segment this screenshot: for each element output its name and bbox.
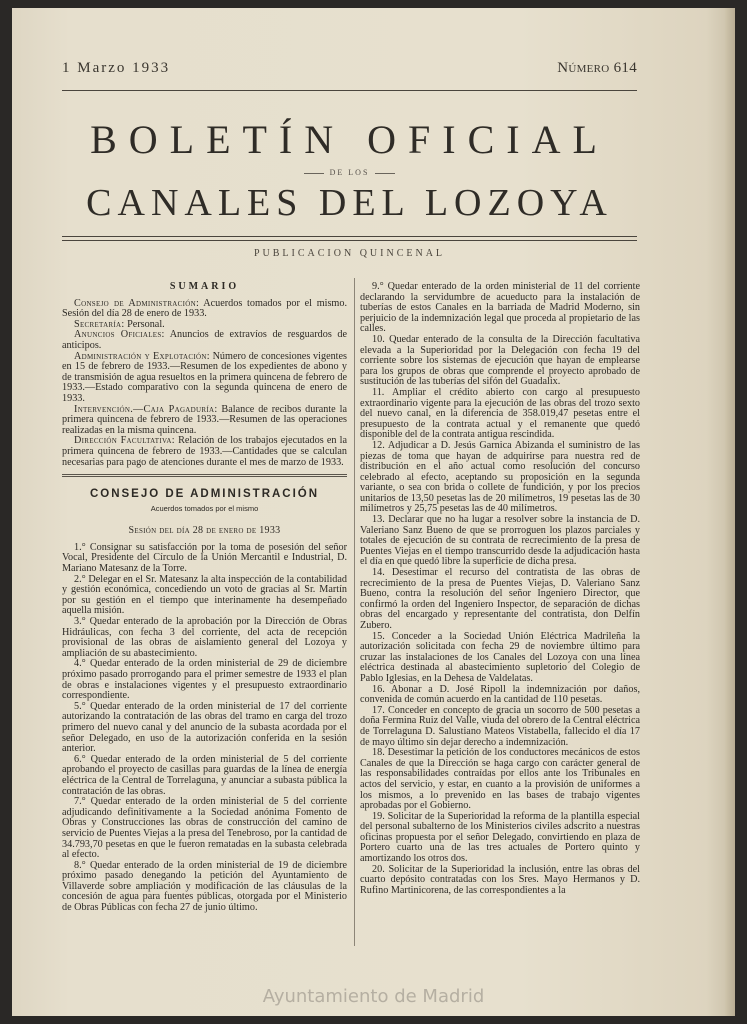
masthead-connector: DE LOS bbox=[62, 168, 637, 177]
summary-item-text: Balance de recibos durante la primera quincena de febrero de 1933.—Resumen de las operaciones realizadas en la misma quincena. bbox=[62, 403, 347, 436]
summary-item-text: Número de concesiones vigentes en 15 de febrero de 1933.—Resumen de los expedientes de abono y de transmisión de agua resueltos en la primera quincena de febrero de 1933.—Estado comparativo con la segunda quincena de enero de 1933. bbox=[62, 350, 347, 404]
masthead-title-line1: BOLETÍN OFICIAL bbox=[90, 117, 609, 162]
summary-item bbox=[62, 436, 347, 468]
column-divider bbox=[354, 278, 355, 946]
summary-item-text: Relación de los trabajos ejecutados en la primera quincena de febrero de 1933.—Cantidades que se calculan necesarias para pago de atenciones durante el mes de marzo de 1933. bbox=[62, 435, 347, 468]
resolution-paragraph: 11. Ampliar el crédito abierto con cargo al presupuesto extraordinario vigente para la ejecución de las obras del trozo sexto del nuevo canal, en la diferencia de 358.019,47 pesetas entre el presupuesto de la contrata actual y el remanente que quedó disponible del de la contrata antigua rescindida. bbox=[360, 386, 640, 441]
resolution-paragraph: 10. Quedar enterado de la consulta de la Dirección facultativa elevada a la Superioridad por la Delegación con fecha 19 del corriente sobre los sistemas de ejecución que hayan de emplearse para los grupos de obras que comprende el proyecto aprobado de sustitución de las tuberías del sifón del Guadalix. bbox=[360, 333, 640, 388]
resolution-paragraph: 17. Conceder en concepto de gracia un socorro de 500 pesetas a doña Fermina Ruiz del Valle, viuda del obrero de la Central eléctrica de Torrelaguna D. Salustiano Mateos Vistabella, fallecido el día 17 de mayo último sin dejar derecho a indemnización. bbox=[360, 704, 640, 748]
summary-item-text: Personal. bbox=[124, 318, 165, 330]
resolution-paragraph: 19. Solicitar de la Superioridad la reforma de la plantilla especial del personal subalterno de los Ministerios civiles adscrito a nuestras oficinas propuesta por el señor Delegado, convirtiendo en plaza de Portero cuarto una de las tres actuales de Portero quinto y amortizando los otros dos. bbox=[360, 810, 640, 865]
resolution-paragraph: 14. Desestimar el recurso del contratista de las obras de recrecimiento de la presa de Puentes Viejas, D. Valeriano Sanz Bueno, contra la resolución del señor Ingeniero Director, que confirmó la orden del Ingeniero Inspector, de separación de dichas obras del encargado y representante del contratista, don Delfín Zubero. bbox=[360, 567, 640, 631]
archive-watermark: Ayuntamiento de Madrid bbox=[262, 986, 485, 1007]
masthead-title-line2: CANALES DEL LOZOYA bbox=[86, 182, 613, 224]
resolution-paragraph: 20. Solicitar de la Superioridad la inclusión, entre las obras del cuarto depósito contratadas con los Sres. Mayo Hermanos y D. Rufino Martinicorena, de las correspondientes a la bbox=[360, 863, 640, 896]
masthead-rule-bottom bbox=[62, 240, 637, 241]
resolution-paragraph: 9.° Quedar enterado de la orden ministerial de 11 del corriente declarando la servidumbre de acueducto para la instalación de tuberías de estos Canales en la barriada de Madrid Moderno, sin perjuicio de la indemnización legal que proceda al propietario de las calles. bbox=[360, 281, 640, 335]
resolution-paragraph: 1.° Consignar su satisfacción por la toma de posesión del señor Vocal, Presidente del Círculo de la Unión Mercantil e Industrial, D. Mariano Matesanz de la Torre. bbox=[62, 541, 347, 575]
resolution-paragraph: 4.° Quedar enterado de la orden ministerial de 29 de diciembre próximo pasado prorrogando para el primer semestre de 1933 el plan de obras e instalaciones vigentes y el presupuesto extraordinario correspondiente. bbox=[62, 658, 347, 702]
summary-item-text: Acuerdos tomados por el mismo. Sesión del día 28 de enero de 1933. bbox=[62, 297, 348, 320]
document-page bbox=[12, 8, 735, 1016]
summary-item bbox=[62, 330, 347, 351]
section-subtitle: Acuerdos tomados por el mismo bbox=[150, 503, 259, 513]
section-title: CONSEJO DE ADMINISTRACIÓN bbox=[89, 488, 320, 501]
resolution-paragraph: 13. Declarar que no ha lugar a resolver sobre la instancia de D. Valeriano Sanz Bueno de que se prorroguen los plazos parciales y totales de ejecución de su contrata de recrecimiento de la presa de Puentes Viejas en el tiempo transcurrido desde la adjudicación hasta el día en que quedó libre la superficie de dicha presa. bbox=[360, 514, 640, 568]
summary-item-label: Administración y Explotación: bbox=[74, 350, 210, 362]
resolutions-right bbox=[360, 282, 640, 896]
summary-item bbox=[62, 299, 347, 320]
issue-number: Número 614 bbox=[557, 60, 637, 76]
resolutions-left bbox=[62, 543, 347, 914]
resolution-paragraph: 2.° Delegar en el Sr. Matesanz la alta inspección de la contabilidad y gestión económica, concediendo un voto de gracias al Sr. Martín por su gestión en el tiempo que interinamente ha desempeñado aquella misión. bbox=[62, 573, 347, 617]
page-edge bbox=[725, 8, 735, 1016]
resolution-paragraph: 7.° Quedar enterado de la orden ministerial de 5 del corriente adjudicando definitivamente a la Sociedad anónima Fomento de Obras y Construcciones las obras de construcción del camino de servicio de Puentes Viejas a la presa del Tenebroso, por la cantidad de 34.793,70 pesetas en que le fueron rematadas en la subasta celebrada al efecto. bbox=[62, 796, 347, 861]
section-rule bbox=[62, 476, 347, 477]
masthead-rule-top bbox=[62, 236, 637, 237]
summary-item bbox=[62, 352, 347, 405]
summary-item-label: Consejo de Administración: bbox=[74, 297, 200, 309]
summary-item bbox=[62, 405, 347, 437]
summary-list bbox=[62, 299, 347, 469]
issue-header bbox=[62, 60, 637, 82]
summary-item-label: Anuncios Oficiales: bbox=[74, 329, 165, 341]
resolution-paragraph: 6.° Quedar enterado de la orden ministerial de 5 del corriente aprobando el proyecto de casillas para guardas de la línea de energía eléctrica de la Central de Torrelaguna, y anunciar a subasta pública la contratación de las obras. bbox=[62, 753, 347, 797]
header-rule bbox=[62, 90, 637, 91]
resolution-paragraph: 18. Desestimar la petición de los conductores mecánicos de estos Canales de que la Dirección se haga cargo con carácter general de las responsabilidades contraídas por ellos ante los Tribunales en actos del servicio, y estar, en cuanto a la provisión de uniformes a los mismos, a lo prevenido en las bases de trabajo vigentes aprobadas por el Gobierno. bbox=[360, 747, 640, 812]
right-column bbox=[360, 282, 640, 896]
summary-item-label: Dirección Facultativa: bbox=[74, 435, 175, 447]
resolution-paragraph: 16. Abonar a D. José Ripoll la indemnización por daños, convenida de común acuerdo en la cantidad de 110 pesetas. bbox=[360, 683, 640, 706]
publication-frequency: PUBLICACION QUINCENAL bbox=[253, 248, 446, 259]
resolution-paragraph: 8.° Quedar enterado de la orden ministerial de 19 de diciembre próximo pasado denegando la petición del Ayuntamiento de Villaverde sobre ampliación y modificación de las cláusulas de la concesión de agua para fuentes públicas, otorgada por el Ministerio de Obras Públicas con fecha 27 de junio último. bbox=[62, 859, 347, 914]
summary-item-label: Secretaría: bbox=[74, 318, 125, 330]
summary-title: SUMARIO bbox=[169, 281, 240, 292]
section-rule bbox=[62, 474, 347, 475]
resolution-paragraph: 15. Conceder a la Sociedad Unión Eléctrica Madrileña la autorización solicitada con fecha 29 de noviembre último para cruzar las instalaciones de los Canales del Lozoya con una línea eléctrica destinada al abastecimiento supletorio del Colegio de Pablo Iglesias, en la Dehesa de Valdelatas. bbox=[360, 630, 640, 684]
summary-item-text: Anuncios de extravíos de resguardos de anticipos. bbox=[62, 329, 347, 351]
summary-item-label: Intervención.—Caja Pagaduría: bbox=[74, 403, 218, 415]
left-column bbox=[62, 282, 347, 914]
resolution-paragraph: 12. Adjudicar a D. Jesús Garnica Abizanda el suministro de las piezas de toma que hayan de adquirirse para nuestra red de distribución en el año actual como resolución del concurso celebrado al efecto, aceptando su proposición en la segunda variante, o sea con brida o collete de fundición, y por los precios unitarios de 13,50 pesetas las de 20 milímetros, 19 pesetas las de 30 milímetros y 25,75 pesetas las de 40 milímetros. bbox=[360, 439, 640, 515]
session-heading: Sesión del día 28 de enero de 1933 bbox=[128, 525, 281, 537]
resolution-paragraph: 5.° Quedar enterado de la orden ministerial de 17 del corriente autorizando la contratación de las obras del tramo en carga del trozo primero del nuevo canal y del anuncio de la subasta acordada por el señor Delegado, en uso de la autorización conferida en la sesión anterior. bbox=[62, 700, 347, 755]
resolution-paragraph: 3.° Quedar enterado de la aprobación por la Dirección de Obras Hidráulicas, con fecha 3 del corriente, del acta de recepción provisional de las obras de aislamiento general del Lozoya y ampliación de su abastecimiento. bbox=[62, 616, 347, 659]
issue-date: 1 Marzo 1933 bbox=[62, 60, 171, 76]
